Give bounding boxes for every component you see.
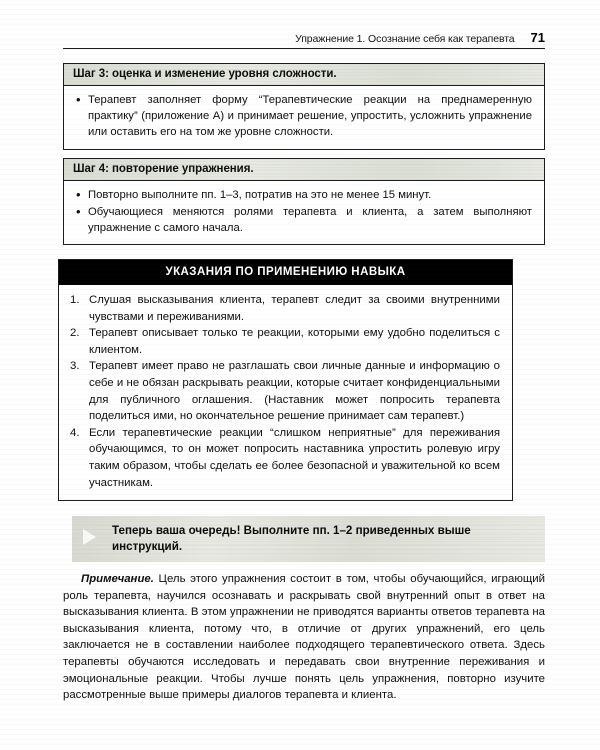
play-triangle-icon xyxy=(83,529,96,545)
bullet-dot-icon: • xyxy=(76,92,81,107)
header-rule xyxy=(63,48,545,49)
bullet-text: Обучающиеся меняются ролями терапевта и клиента, а затем выполняют упражнение с самого начала. xyxy=(88,205,532,235)
list-item-marker: 2. xyxy=(70,327,80,340)
bullet-dot-icon: • xyxy=(76,186,81,202)
skill-instructions-body xyxy=(59,285,512,500)
skill-instructions-banner: УКАЗАНИЯ ПО ПРИМЕНЕНИЮ НАВЫКА xyxy=(59,260,512,285)
page-number: 71 xyxy=(530,30,545,45)
list-item xyxy=(70,292,500,325)
step-box-3 xyxy=(63,63,545,150)
running-head-title: Упражнение 1. Осознание себя как терапевта xyxy=(295,33,515,45)
list-item-text: Слушая высказывания клиента, терапевт следит за своими внутренними чувствами и переживаниями. xyxy=(89,294,500,323)
list-item-text: Терапевт описывает только те реакции, которыми ему удобно поделиться с клиентом. xyxy=(89,327,500,356)
step-box-4 xyxy=(63,158,545,246)
step-3-heading: Шаг 3: оценка и изменение уровня сложности. xyxy=(64,64,544,86)
step-4-heading: Шаг 4: повторение упражнения. xyxy=(64,159,544,181)
list-item-text: Терапевт имеет право не разглашать свои личные данные и информацию о себе и не обязан раскрывать реакции, которые считает конфиденциальными для публичного оглашения. (Наставник может попросить терапевта поделиться ими, но окончательное решение принимает сам терапевт.) xyxy=(89,360,500,423)
note-paragraph xyxy=(63,571,545,704)
bullet-dot-icon: • xyxy=(76,203,81,219)
skill-instructions-box xyxy=(58,259,513,501)
bullet-text: Повторно выполните пп. 1–3, потратив на это не менее 15 минут. xyxy=(88,188,432,201)
bullet-text: Терапевт заполняет форму “Терапевтические реакции на преднамеренную практику” (приложение А) и принимает решение, упростить, усложнить упражнение или оставить его на том же уровне сложности. xyxy=(88,94,532,139)
note-lead-label: Примечание. xyxy=(81,573,154,585)
running-head xyxy=(63,30,545,45)
step-4-body xyxy=(64,181,544,245)
bullet-item xyxy=(76,92,532,141)
list-item xyxy=(70,425,500,491)
list-item xyxy=(70,358,500,424)
list-item-text: Если терапевтические реакции “слишком неприятные” для переживания обучающимся, то он может попросить наставника упростить ролевую игру таким образом, чтобы сделать ее более безопасной и уважительной ко всем участникам. xyxy=(89,426,500,489)
bullet-item xyxy=(76,204,532,236)
list-item-marker: 3. xyxy=(70,360,80,373)
list-item xyxy=(70,325,500,358)
note-body-text: Цель этого упражнения состоит в том, чтобы обучающийся, играющий роль терапевта, научился осознавать и раскрывать свой внутренний опыт в ответ на высказывания клиента. В этом упражнении не приводятся варианты ответов терапевта на высказывания клиента, потому что, в отличие от других упражнений, его цель заключается не в составлении наиболее подходящего терапевтического ответа. Здесь терапевты обучаются исследовать и передавать свои внутренние переживания и эмоциональные реакции. Чтобы лучше понять цель упражнения, повторно изучите рассмотренные выше примеры диалогов терапевта и клиента. xyxy=(63,573,545,702)
your-turn-callout xyxy=(72,516,545,562)
steps-section xyxy=(63,63,545,253)
list-item-marker: 1. xyxy=(70,294,80,306)
your-turn-text: Теперь ваша очередь! Выполните пп. 1–2 приведенных выше инструкций. xyxy=(112,524,471,553)
bullet-item xyxy=(76,187,532,203)
list-item-marker: 4. xyxy=(70,426,80,439)
step-3-body xyxy=(64,86,544,149)
